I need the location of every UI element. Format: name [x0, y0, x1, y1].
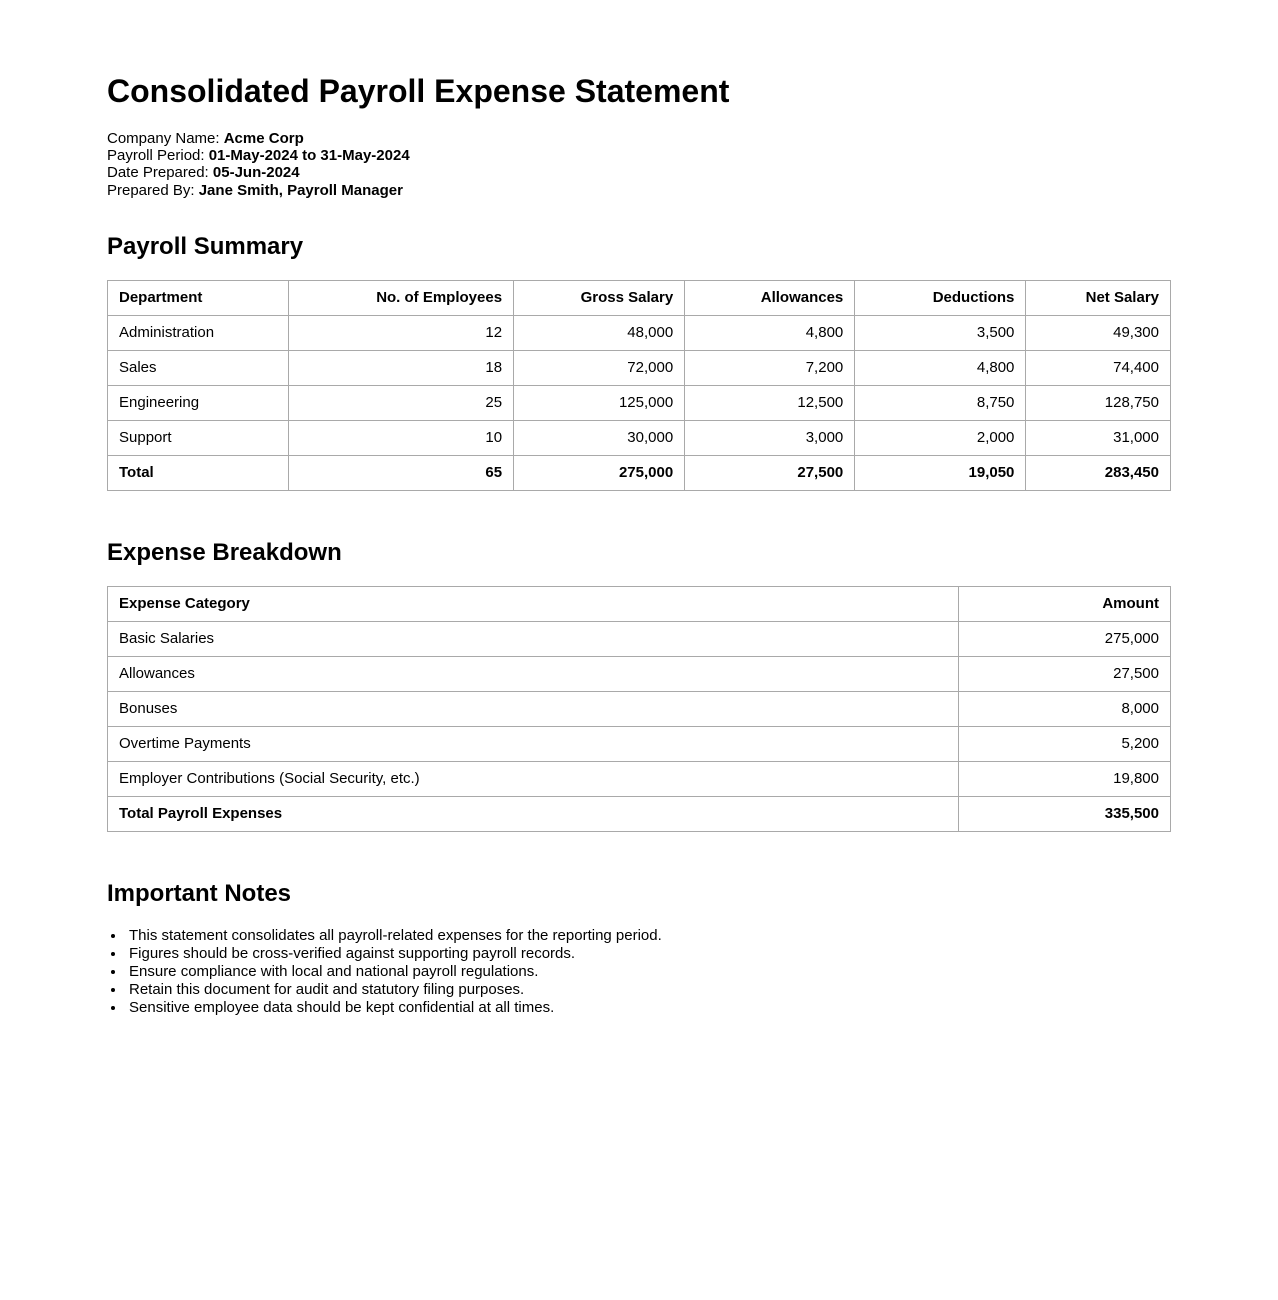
summary-cell: 3,500 [855, 315, 1026, 350]
meta-label: Date Prepared: [107, 164, 209, 182]
expense-cell: Bonuses [108, 691, 959, 726]
meta-value: 01-May-2024 to 31-May-2024 [208, 147, 410, 165]
expense-total-cell: Total Payroll Expenses [108, 796, 959, 831]
section-spacer [107, 491, 1171, 505]
summary-cell: Sales [108, 350, 289, 385]
summary-col-header: No. of Employees [288, 280, 513, 315]
expense-row-bonuses [108, 691, 1171, 726]
expense-total-cell: 335,500 [959, 796, 1171, 831]
section-spacer [107, 832, 1171, 846]
summary-total-cell: 19,050 [855, 455, 1026, 490]
summary-total-cell: 275,000 [514, 455, 685, 490]
summary-row-sales [108, 350, 1171, 385]
summary-cell: 7,200 [685, 350, 855, 385]
expense-cell: Employer Contributions (Social Security, etc.) [108, 761, 959, 796]
note-item: • Sensitive employee data should be kept confidential at all times. [126, 999, 1171, 1017]
summary-col-header: Deductions [855, 280, 1026, 315]
summary-cell: 8,750 [855, 385, 1026, 420]
summary-cell: 49,300 [1026, 315, 1171, 350]
summary-cell: 18 [288, 350, 513, 385]
summary-cell: 72,000 [514, 350, 685, 385]
expense-row-overtime-payments [108, 726, 1171, 761]
summary-total-cell: 65 [288, 455, 513, 490]
summary-cell: 31,000 [1026, 420, 1171, 455]
note-item: • Figures should be cross-verified against supporting payroll records. [126, 945, 1171, 963]
summary-cell: 48,000 [514, 315, 685, 350]
summary-cell: 30,000 [514, 420, 685, 455]
summary-cell: 125,000 [514, 385, 685, 420]
expense-row-basic-salaries [108, 621, 1171, 656]
summary-col-header: Allowances [685, 280, 855, 315]
summary-cell: 12,500 [685, 385, 855, 420]
summary-cell: 3,000 [685, 420, 855, 455]
meta-label: Payroll Period: [107, 147, 205, 165]
expense-total-row [108, 796, 1171, 831]
meta-date-prepared [107, 164, 1171, 181]
expense-cell: 8,000 [959, 691, 1171, 726]
summary-cell: 25 [288, 385, 513, 420]
expense-cell: 275,000 [959, 621, 1171, 656]
meta-value: Jane Smith, Payroll Manager [198, 181, 403, 199]
meta-value: 05-Jun-2024 [212, 164, 300, 182]
expense-col-header: Expense Category [108, 586, 959, 621]
summary-total-row [108, 455, 1171, 490]
meta-company-name [107, 130, 1171, 147]
summary-row-support [108, 420, 1171, 455]
summary-cell: 128,750 [1026, 385, 1171, 420]
summary-row-administration [108, 315, 1171, 350]
summary-col-header: Net Salary [1026, 280, 1171, 315]
expense-cell: Basic Salaries [108, 621, 959, 656]
important-notes-list [107, 927, 1171, 1017]
expense-cell: Allowances [108, 656, 959, 691]
expense-cell: 27,500 [959, 656, 1171, 691]
summary-total-cell: 27,500 [685, 455, 855, 490]
summary-cell: Administration [108, 315, 289, 350]
expense-breakdown-table [107, 586, 1171, 832]
summary-cell: 74,400 [1026, 350, 1171, 385]
summary-cell: 4,800 [685, 315, 855, 350]
expense-cell: 5,200 [959, 726, 1171, 761]
summary-cell: 2,000 [855, 420, 1026, 455]
expense-row-allowances [108, 656, 1171, 691]
summary-row-engineering [108, 385, 1171, 420]
payroll-summary-table [107, 280, 1171, 491]
note-item: • This statement consolidates all payroll-related expenses for the reporting period. [126, 927, 1171, 945]
expense-breakdown-heading: Expense Breakdown [107, 538, 342, 566]
important-notes-heading: Important Notes [107, 879, 292, 907]
meta-payroll-period [107, 147, 1171, 164]
note-item: • Ensure compliance with local and national payroll regulations. [126, 963, 1171, 981]
payroll-summary-heading: Payroll Summary [107, 232, 304, 260]
expense-row-employer-contributions [108, 761, 1171, 796]
note-item: • Retain this document for audit and statutory filing purposes. [126, 981, 1171, 999]
meta-prepared-by [107, 182, 1171, 199]
summary-cell: Engineering [108, 385, 289, 420]
summary-cell: 4,800 [855, 350, 1026, 385]
meta-value: Acme Corp [223, 130, 304, 147]
meta-label: Prepared By: [107, 181, 195, 199]
expense-cell: 19,800 [959, 761, 1171, 796]
expense-header-row [108, 586, 1171, 621]
expense-cell: Overtime Payments [108, 726, 959, 761]
expense-col-header: Amount [959, 586, 1171, 621]
summary-col-header: Department [108, 280, 289, 315]
summary-header-row [108, 280, 1171, 315]
summary-cell: 10 [288, 420, 513, 455]
summary-cell: Support [108, 420, 289, 455]
summary-cell: 12 [288, 315, 513, 350]
summary-col-header: Gross Salary [514, 280, 685, 315]
page-title: Consolidated Payroll Expense Statement [107, 73, 730, 109]
meta-label: Company Name: [107, 130, 220, 147]
document-meta [107, 130, 1171, 199]
summary-total-cell: 283,450 [1026, 455, 1171, 490]
summary-total-cell: Total [108, 455, 289, 490]
